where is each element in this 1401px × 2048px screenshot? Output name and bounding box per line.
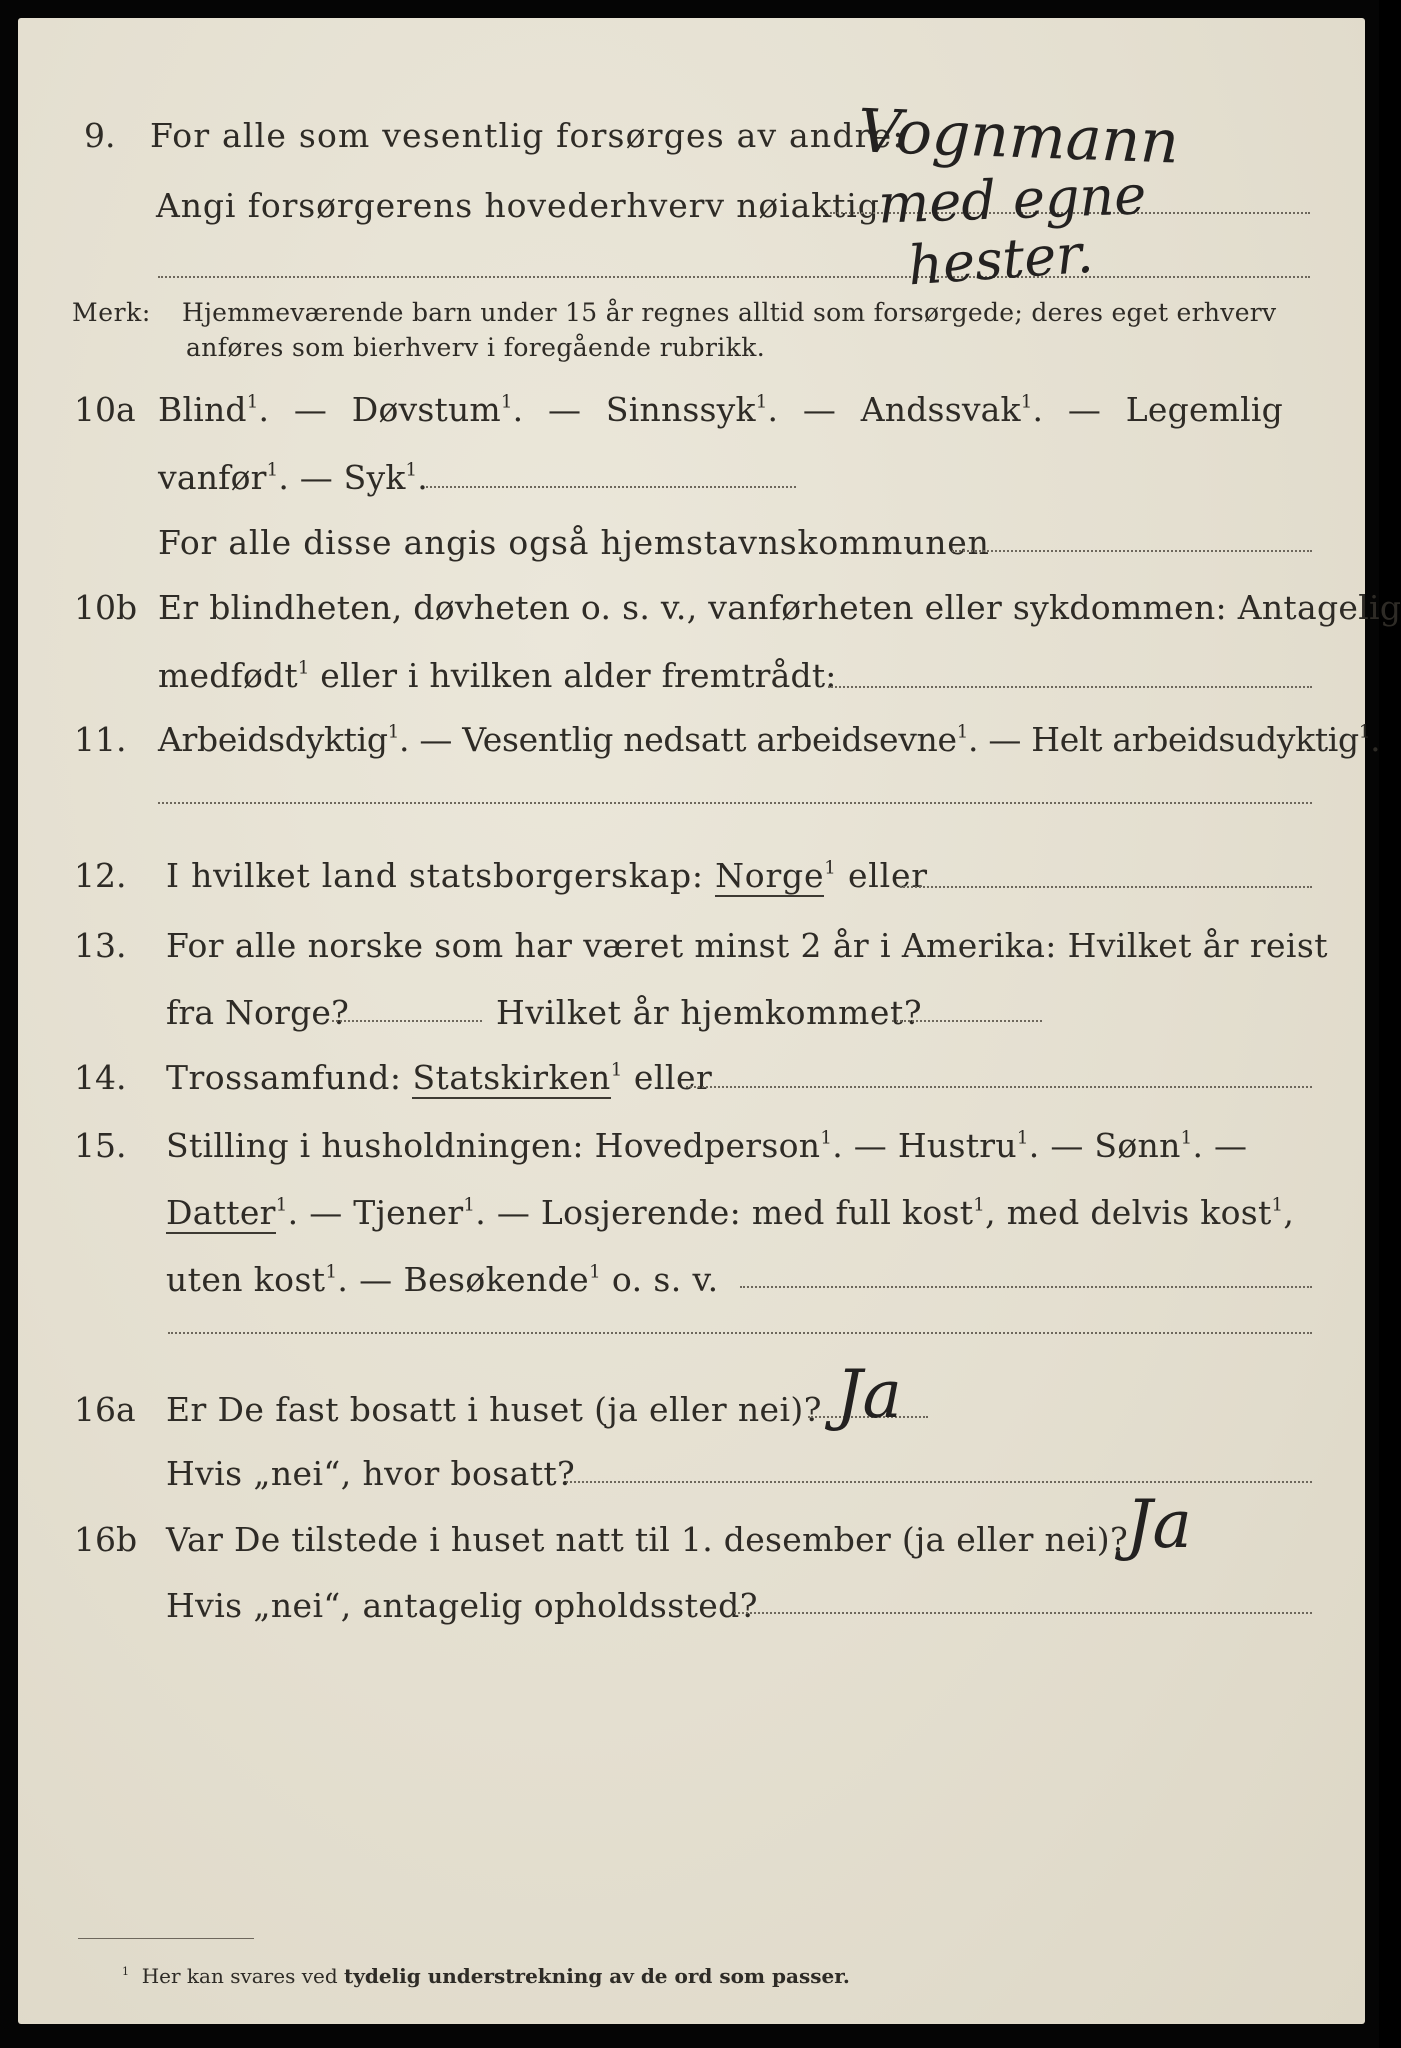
q9-handwritten-line3: hester.	[906, 221, 1096, 298]
q12-line: I hvilket land statsborgerskap: Norge$^1$ eller	[166, 856, 928, 895]
q10a-line1: Blind$^1$. — Døvstum$^1$. — Sinnssyk$^1$. — Andssvak$^1$. — Legemlig	[158, 390, 1284, 429]
q12-number: 12.	[74, 856, 127, 895]
q15-number: 15.	[74, 1126, 127, 1165]
q16b-line1: Var De tilstede i huset natt til 1. desember (ja eller nei)?	[166, 1520, 1128, 1559]
q15-answer-line-2	[168, 1332, 1312, 1334]
q15-selected-datter: Datter	[166, 1193, 276, 1232]
q16a-handwritten-answer: Ja	[836, 1356, 902, 1433]
q13-number: 13.	[74, 926, 127, 965]
q9-answer-line-2	[158, 276, 1310, 278]
q16b-handwritten-answer: Ja	[1126, 1486, 1192, 1563]
q9-handwritten-line1: Vognmann	[856, 96, 1181, 178]
q14-answer-line	[686, 1086, 1312, 1088]
merk-line1: Hjemmeværende barn under 15 år regnes alltid som forsørgede; deres eget erhverv	[182, 298, 1277, 327]
merk-label: Merk:	[72, 298, 151, 327]
q16a-bosatt-line	[566, 1481, 1312, 1483]
q10b-answer-line	[828, 686, 1312, 688]
q9-number: 9.	[84, 116, 116, 155]
q11-line: Arbeidsdyktig$^1$. — Vesentlig nedsatt arbeidsevne$^1$. — Helt arbeidsudyktig$^1$.	[158, 720, 1381, 759]
q15-line3: uten kost$^1$. — Besøkende$^1$ o. s. v.	[166, 1260, 719, 1299]
footnote: $^1$ Her kan svares ved tydelig understrekning av de ord som passer.	[122, 1964, 850, 1988]
q10b-line1: Er blindheten, døvheten o. s. v., vanførheten eller sykdommen: Antagelig	[158, 588, 1401, 627]
q14-line: Trossamfund: Statskirken$^1$ eller	[166, 1058, 713, 1097]
q16a-line2: Hvis „nei“, hvor bosatt?	[166, 1454, 576, 1493]
footnote-rule	[78, 1938, 254, 1939]
q16a-number: 16a	[74, 1390, 136, 1429]
q13-line2b: Hvilket år hjemkommet?	[496, 993, 923, 1032]
q10a-hjemstavn-line	[952, 550, 1312, 552]
q13-reist-line	[332, 1020, 482, 1022]
q12-answer-line	[900, 886, 1312, 888]
census-form-paper	[18, 18, 1401, 2024]
q9-line2: Angi forsørgerens hovederhverv nøiaktig	[156, 186, 880, 225]
q9-line1: For alle som vesentlig forsørges av andre:	[150, 116, 905, 155]
q14-number: 14.	[74, 1058, 127, 1097]
q13-hjemkommet-line	[892, 1020, 1042, 1022]
q15-answer-line	[740, 1286, 1312, 1288]
q16a-line1: Er De fast bosatt i huset (ja eller nei)?	[166, 1390, 822, 1429]
q10b-number: 10b	[74, 588, 138, 627]
q9-handwritten-line2: med egne	[876, 163, 1148, 236]
merk-line2: anføres som bierhverv i foregående rubrikk.	[186, 333, 766, 362]
q10a-line2: vanfør$^1$. — Syk$^1$.	[158, 458, 428, 497]
q16b-number: 16b	[74, 1520, 138, 1559]
q11-answer-line	[158, 802, 1312, 804]
q15-line2: Datter$^1$. — Tjener$^1$. — Losjerende: med full kost$^1$, med delvis kost$^1$,	[166, 1193, 1295, 1232]
q10b-line2: medfødt$^1$ eller i hvilken alder fremtrådt:	[158, 656, 837, 695]
q15-line1: Stilling i husholdningen: Hovedperson$^1$. — Hustru$^1$. — Sønn$^1$. —	[166, 1126, 1248, 1165]
q11-number: 11.	[74, 720, 127, 759]
q16b-opholdssted-line	[734, 1612, 1312, 1614]
q10a-syk-line	[426, 486, 796, 488]
q14-selected-statskirken: Statskirken	[412, 1058, 611, 1097]
q10a-line3: For alle disse angis også hjemstavnskommunen	[158, 523, 990, 562]
q13-line2a: fra Norge?	[166, 993, 350, 1032]
q10a-number: 10a	[74, 390, 136, 429]
q12-selected-norge: Norge	[715, 856, 825, 895]
q16b-line2: Hvis „nei“, antagelig opholdssted?	[166, 1586, 758, 1625]
q13-line1: For alle norske som har været minst 2 år i Amerika: Hvilket år reist	[166, 926, 1328, 965]
